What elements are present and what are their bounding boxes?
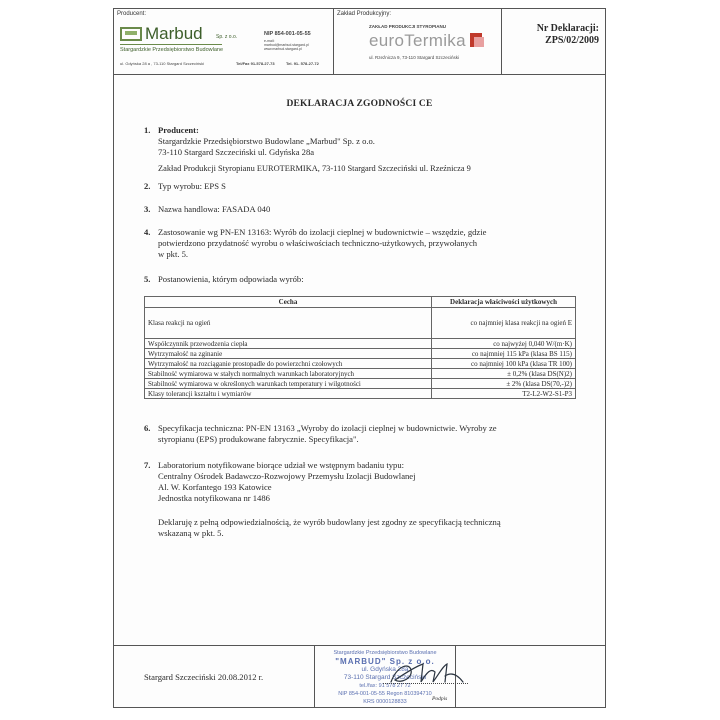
section-3-number: 3. xyxy=(144,204,151,214)
logo-suffix: Sp. z o.o. xyxy=(216,34,238,40)
nr-value: ZPS/02/2009 xyxy=(545,35,599,46)
section-7-number: 7. xyxy=(144,460,151,470)
eurotermika-logo: euroTermika xyxy=(369,31,466,50)
section-2 xyxy=(144,181,584,192)
nip: NIP 854-001-05-55 xyxy=(264,31,311,37)
table-row xyxy=(145,379,576,389)
declaration-statement xyxy=(144,517,584,539)
document-title: DEKLARACJA ZGODNOŚCI CE xyxy=(286,99,433,109)
producer-cell xyxy=(114,9,334,74)
stamp-line-6: NIP 854-001-05-55 Regon 810394710 xyxy=(338,691,432,697)
section-1-head: Producent: xyxy=(158,125,199,135)
eurotermika-square-icon-2 xyxy=(474,37,484,47)
header xyxy=(114,9,605,75)
section-7-line-1: Laboratorium notyfikowane biorące udział we wstępnym badaniu typu: xyxy=(158,460,405,470)
plant-label: Zakład Produkcyjny: xyxy=(337,11,392,17)
section-4-line-2: potwierdzono przydatność wyrobu o właściwościach techniczno-użytkowych, przywołanych xyxy=(158,238,478,248)
euro-address: ul. Rzeźnicza 9, 73-110 Stargard Szczeciński xyxy=(369,55,459,60)
table-cell: Stabilność wymiarowa w stałych normalnych warunkach laboratoryjnych xyxy=(145,369,432,379)
nr-cell xyxy=(502,9,605,74)
table-row xyxy=(145,308,576,339)
table-cell: Wytrzymałość na rozciąganie prostopadle do powierzchni czołowych xyxy=(145,359,432,369)
table-cell: Stabilność wymiarowa w określonych warunkach temperatury i wilgotności xyxy=(145,379,432,389)
section-3-text: Nazwa handlowa: FASADA 040 xyxy=(158,204,271,214)
section-7-line-3: Al. W. Korfantego 193 Katowice xyxy=(158,482,272,492)
email-line-2: marbud@marbud.stargard.pl xyxy=(264,43,309,47)
stamp-line-2: "MARBUD" Sp. z o.o. xyxy=(335,657,435,666)
producer-label: Producent: xyxy=(117,11,147,17)
table-row xyxy=(145,349,576,359)
declaration-line-1: Deklaruję z pełną odpowiedzialnością, że wyrób budowlany jest zgodny ze specyfikacją techniczną xyxy=(158,517,501,527)
table-cell: ± 2% (klasa DS(70,-)2) xyxy=(432,379,576,389)
section-7-line-2: Centralny Ośrodek Badawczo-Rozwojowy Przemysłu Izolacji Budowlanej xyxy=(158,471,416,481)
logo-name: Marbud xyxy=(145,24,203,43)
stamp-line-3: ul. Gdyńska 28a xyxy=(361,666,409,673)
table-cell: co najmniej 115 kPa (klasa BS 115) xyxy=(432,349,576,359)
section-6 xyxy=(144,423,584,445)
sign-label: Podpis xyxy=(432,696,448,702)
section-6-line-1: Specyfikacja techniczna: PN-EN 13163 „Wyroby do izolacji cieplnej w budownictwie. Wyroby ze xyxy=(158,423,497,433)
table-cell: Klasy tolerancji kształtu i wymiarów xyxy=(145,389,432,399)
properties-table xyxy=(144,296,576,399)
email-line-1: e-mail: xyxy=(264,39,275,43)
signature-line xyxy=(383,683,468,684)
table-cell: Klasa reakcji na ogień xyxy=(145,308,432,339)
footer xyxy=(114,645,605,708)
section-6-number: 6. xyxy=(144,423,151,433)
table-cell: co najmniej klasa reakcji na ogień E xyxy=(432,308,576,339)
plant-cell xyxy=(334,9,502,74)
logo-divider xyxy=(120,44,222,45)
table-cell: co najwyżej 0,040 W/(m·K) xyxy=(432,339,576,349)
tel2: Tel. 91- 578-27-72 xyxy=(286,61,319,66)
stamp-line-7: KRS 0000128833 xyxy=(363,699,407,705)
section-4-number: 4. xyxy=(144,227,151,237)
table-header-declaration: Deklaracja właściwości użytkowych xyxy=(432,297,576,308)
declaration-page xyxy=(113,8,606,708)
section-5-text: Postanowienia, którym odpowiada wyrób: xyxy=(158,274,304,284)
section-4-line-3: w pkt. 5. xyxy=(158,249,189,259)
stamp-line-4: 73-110 Stargard Szczeciński xyxy=(343,674,427,681)
address: ul. Gdyńska 28 a , 73-110 Stargard Szczeciński xyxy=(120,61,204,66)
euro-top: ZAKŁAD PRODUKCJI STYROPIANU xyxy=(369,24,447,29)
table-row xyxy=(145,369,576,379)
logo-company: Stargardzkie Przedsiębiorstwo Budowlane xyxy=(120,47,224,53)
table-header-row xyxy=(145,297,576,308)
section-2-number: 2. xyxy=(144,181,151,191)
section-1-number: 1. xyxy=(144,125,151,135)
section-5-number: 5. xyxy=(144,274,151,284)
table-cell: Wytrzymałość na zginanie xyxy=(145,349,432,359)
table-cell: T2-L2-W2-S1-P3 xyxy=(432,389,576,399)
nr-label: Nr Deklaracji: xyxy=(536,23,599,34)
stamp-line-5: tel./fax: 91 578 27 72 xyxy=(359,683,411,689)
section-7 xyxy=(144,460,584,504)
declaration-line-2: wskazaną w pkt. 5. xyxy=(158,528,224,538)
tel: Tel/Fax 91-578-27-73 xyxy=(236,61,275,66)
section-4-line-1: Zastosowanie wg PN-EN 13163: Wyrób do izolacji cieplnej w budownictwie – wszędzie, gdzie xyxy=(158,227,487,237)
table-cell: co najmniej 100 kPa (klasa TR 100) xyxy=(432,359,576,369)
table-row xyxy=(145,339,576,349)
section-1 xyxy=(144,125,584,174)
section-1-line-2: 73-110 Stargard Szczeciński ul. Gdyńska 28a xyxy=(158,147,315,157)
section-7-line-4: Jednostka notyfikowana nr 1486 xyxy=(158,493,270,503)
table-cell: Współczynnik przewodzenia ciepła xyxy=(145,339,432,349)
nr-block xyxy=(537,23,599,47)
section-6-line-2: styropianu (EPS) produkowane fabrycznie. Specyfikacja". xyxy=(158,434,359,444)
section-3 xyxy=(144,204,584,215)
section-2-text: Typ wyrobu: EPS S xyxy=(158,181,226,191)
email-line-3: www.marbud.stargard.pl xyxy=(264,47,302,51)
place-date: Stargard Szczeciński 20.08.2012 r. xyxy=(144,672,264,682)
section-5 xyxy=(144,274,584,285)
section-4 xyxy=(144,227,584,260)
table-row xyxy=(145,359,576,369)
table-cell: ± 0,2% (klasa DS(N)2) xyxy=(432,369,576,379)
stamp-line-1: Stargardzkie Przedsiębiorstwo Budowlane xyxy=(333,650,437,656)
table-row xyxy=(145,389,576,399)
table-header-feature: Cecha xyxy=(145,297,432,308)
section-1-line-3: Zakład Produkcji Styropianu EUROTERMIKA, 73-110 Stargard Szczeciński ul. Rzeźnicza 9 xyxy=(158,164,471,173)
section-1-line-1: Stargardzkie Przedsiębiorstwo Budowlane „Marbud" Sp. z o.o. xyxy=(158,136,375,146)
marbud-logo-icon xyxy=(120,27,142,41)
